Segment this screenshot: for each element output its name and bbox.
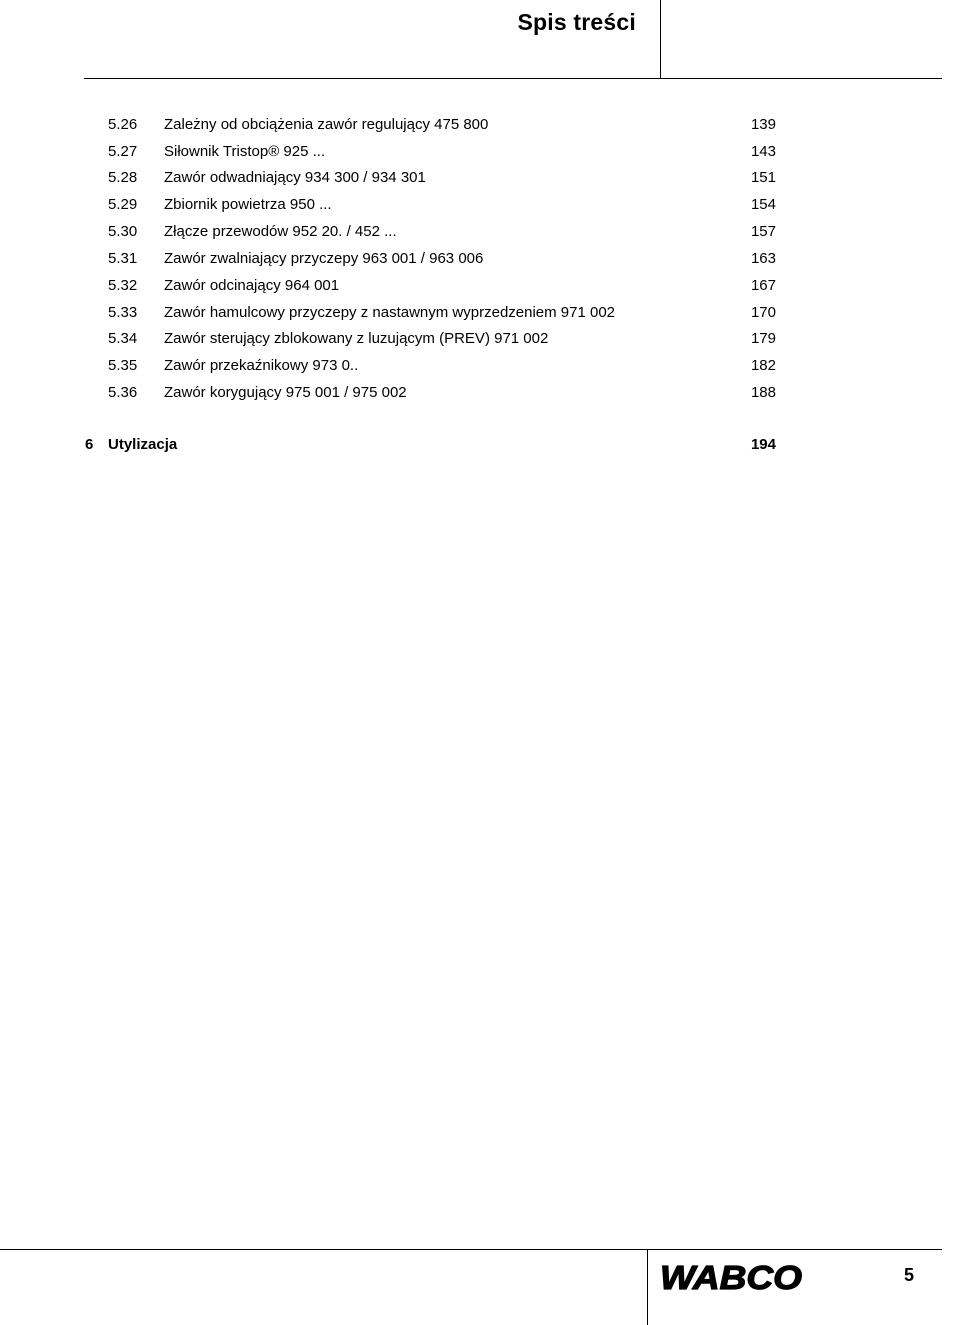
toc-entry-title: Zawór korygujący 975 001 / 975 002: [164, 384, 407, 401]
toc-entry-title: Zawór przekaźnikowy 973 0..: [164, 357, 359, 374]
toc-entry[interactable]: [0, 275, 960, 297]
footer-divider-vertical: [647, 1250, 648, 1325]
toc-chapter-entry[interactable]: [0, 434, 960, 456]
toc-entry-page: 139: [750, 116, 776, 133]
toc-entry-number: 5.34: [108, 330, 138, 347]
toc-entry[interactable]: [0, 248, 960, 270]
toc-entry-page: 170: [750, 304, 776, 321]
toc-entry-title: Siłownik Tristop® 925 ...: [164, 143, 326, 160]
header-divider-vertical: [660, 0, 661, 78]
toc-entry-page: 163: [750, 250, 776, 267]
toc-chapter-number: 6: [85, 436, 94, 453]
toc-entry[interactable]: [0, 328, 960, 350]
toc-entry[interactable]: [0, 194, 960, 216]
toc-entry-title: Zawór zwalniający przyczepy 963 001 / 963 006: [164, 250, 484, 267]
toc-entry[interactable]: [0, 382, 960, 404]
toc-entry-title: Zawór hamulcowy przyczepy z nastawnym wyprzedzeniem 971 002: [164, 304, 616, 321]
toc-entry-number: 5.26: [108, 116, 138, 133]
header-divider-horizontal: [84, 78, 942, 79]
toc-entry[interactable]: [0, 355, 960, 377]
footer-divider-horizontal: [0, 1249, 942, 1250]
toc-entry-page: 154: [750, 196, 776, 213]
toc-entry-number: 5.32: [108, 277, 138, 294]
toc-entry-page: 179: [750, 330, 776, 347]
logo-text: WABCO: [660, 1262, 802, 1292]
toc-entry-number: 5.30: [108, 223, 138, 240]
toc-entry-title: Zawór odwadniający 934 300 / 934 301: [164, 169, 426, 186]
toc-entry-number: 5.28: [108, 169, 138, 186]
toc-entry-page: 143: [750, 143, 776, 160]
toc-entry-page: 188: [750, 384, 776, 401]
toc-entry-number: 5.31: [108, 250, 138, 267]
toc-entry-page: 157: [750, 223, 776, 240]
toc-entry[interactable]: [0, 221, 960, 243]
page-number: 5: [903, 1265, 914, 1285]
toc-entry[interactable]: [0, 302, 960, 324]
toc-entry[interactable]: [0, 114, 960, 136]
toc-entry-title: Zawór odcinający 964 001: [164, 277, 340, 294]
toc-chapter-title: Utylizacja: [108, 436, 178, 453]
toc-entry-number: 5.27: [108, 143, 138, 160]
toc-entry-number: 5.33: [108, 304, 138, 321]
toc-entry[interactable]: [0, 167, 960, 189]
toc-entry-page: 167: [750, 277, 776, 294]
toc-entry-number: 5.35: [108, 357, 138, 374]
toc-entry-number: 5.29: [108, 196, 138, 213]
toc-entry-title: Zbiornik powietrza 950 ...: [164, 196, 332, 213]
toc-entry-page: 151: [750, 169, 776, 186]
wabco-logo: [660, 1262, 802, 1292]
toc-entry-number: 5.36: [108, 384, 138, 401]
toc-entry-page: 182: [750, 357, 776, 374]
toc-chapter-page: 194: [750, 436, 776, 453]
toc-entry[interactable]: [0, 141, 960, 163]
toc-entry-title: Zawór sterujący zblokowany z luzującym (PREV) 971 002: [164, 330, 549, 347]
toc-entry-title: Zależny od obciążenia zawór regulujący 475 800: [164, 116, 489, 133]
toc-entry-title: Złącze przewodów 952 20. / 452 ...: [164, 223, 397, 240]
page-title: Spis treści: [517, 9, 636, 35]
